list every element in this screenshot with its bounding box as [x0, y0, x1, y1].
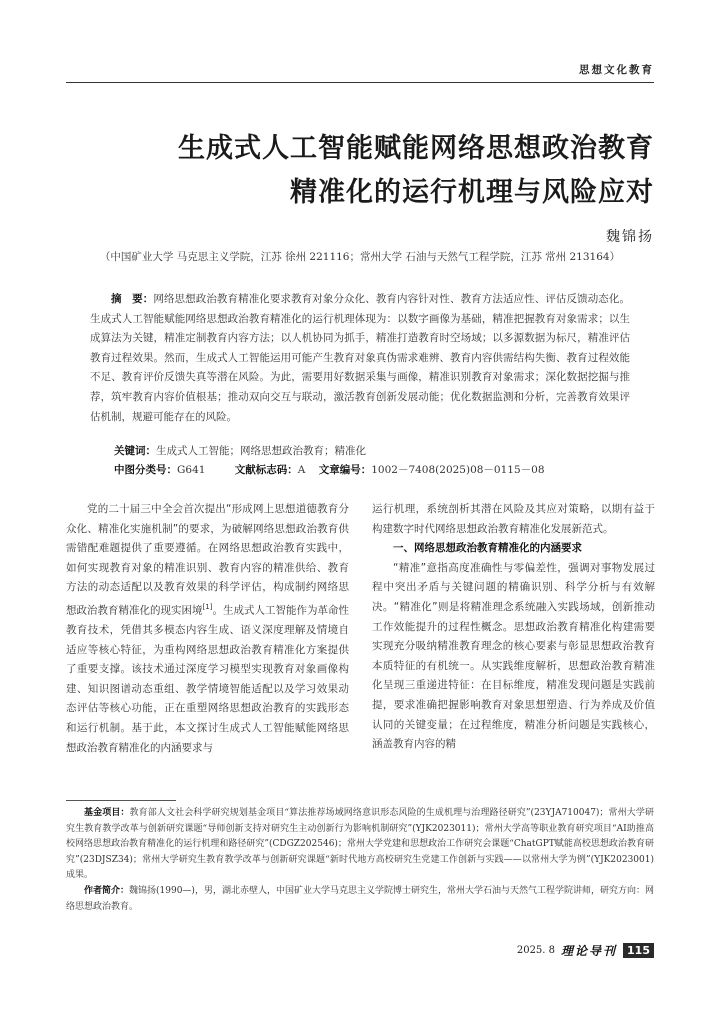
abstract-label: 摘 要： [111, 293, 154, 305]
clc-label: 中图分类号： [114, 464, 177, 476]
issue-date: 2025. 8 [516, 944, 556, 956]
article-no-label: 文章编号： [318, 464, 372, 476]
doc-code-value: A [297, 464, 306, 476]
citation-ref[interactable]: [1] [202, 602, 213, 611]
doc-code-label: 文献标志码： [234, 464, 298, 476]
article-no-value: 1002－7408(2025)08－0115－08 [371, 464, 545, 476]
abstract-text: 网络思想政治教育精准化要求教育对象分众化、教育内容针对性、教育方法适应性、评估反馈动态化。生成式人工智能赋能网络思想政治教育精准化的运行机理体现为：以数字画像为基础，精准把握教育对象需求；以生成算法为关键，精准定制教育内容方法；以人机协同为抓手，精准打造教育时空场域；以多源数据为标尺，精准评估教育过程效果。然而，生成式人工智能运用可能产生教育对象真伪需求难辨、教育内容供需结构失衡、教育过程效能不足、教育评价反馈失真等潜在风险。为此，需要用好数据采集与画像，精准识别教育对象需求；深化数据挖掘与推荐，筑牢教育内容价值根基；推动双向交互与联动，激活教育创新发展动能；优化数据监测和分析，完善教育效果评估机制，规避可能存在的风险。 [90, 293, 630, 423]
clc-value: G641 [177, 464, 206, 476]
classification-line [114, 462, 630, 477]
footnote-rule [66, 800, 176, 801]
abstract [90, 290, 630, 427]
author-bio-note: 作者简介：魏锦扬(1990—)，男，湖北赤壁人，中国矿业大学马克思主义学院博士研究生，常州大学石油与天然气工程学院讲师，研究方向：网络思想政治教育。 [66, 885, 654, 912]
author-name: 魏锦扬 [606, 229, 654, 245]
body-paragraph: “精准”意指高度准确性与零偏差性，强调对事物发展过程中突出矛盾与关键问题的精确识别、科学分析与有效解决。“精准化”则是将精准理念系统融入实践场域，创新推动工作效能提升的过程性概念。思想政治教育精准化构建需要实现充分吸纳精准教育理念的核心要素与彰显思想政治教育本质特征的有机统一。从实践维度解析，思想政治教育精准化呈现三重递进特征：在目标维度，精准发现问题是实践前提，要求准确把握影响教育对象思想塑造、行为养成及价值认同的关键变量；在过程维度，精准分析问题是实践核心，涵盖教育内容的精 [372, 561, 655, 751]
body-column-left [66, 500, 349, 758]
header-rule [66, 82, 654, 83]
page-footer [517, 942, 654, 958]
fund-note: 基金项目：教育部人文社会科学研究规划基金项目“算法推荐场域网络意识形态风险的生成机理与治理路径研究”(23YJA710047)；常州大学研究生教育教学改革与创新研究课题“导师创新支持对研究生主动创新行为影响机制研究”(YJK2023011)；常州大学高等职业教育研究项目“AI助推高校网络思想政治教育精准化的运行机理和路径研究”(CDGZ202546)；常州大学党建和思想政治工作研究会课题“ChatGPT赋能高校思想政治教育研究”(23DJSZ34)；常州大学研究生教育教学改革与创新研究课题“新时代地方高校研究生党建工作创新与实践——以常州大学为例”(YJK2023001)成果。 [66, 808, 654, 881]
author-affiliation: （中国矿业大学 马克思主义学院，江苏 徐州 221116；常州大学 石油与天然气工程学院，江苏 常州 213164） [99, 251, 621, 263]
keywords-label: 关键词： [114, 445, 156, 457]
article-title-line1: 生成式人工智能赋能网络思想政治教育 [178, 133, 654, 164]
journal-name: 理论导刊 [561, 943, 618, 958]
footnotes [66, 806, 654, 915]
body-column-right [372, 500, 655, 755]
section-tag: 思想文化教育 [579, 64, 654, 76]
section-heading: 一、网络思想政治教育精准化的内涵要求 [393, 542, 582, 555]
keywords-text: 生成式人工智能；网络思想政治教育；精准化 [156, 445, 366, 457]
body-paragraph: 运行机理，系统剖析其潜在风险及其应对策略，以期有益于构建数字时代网络思想政治教育精准化发展新范式。 [372, 503, 655, 535]
page-number: 115 [623, 943, 654, 958]
keywords [114, 443, 630, 458]
body-paragraph: 党的二十届三中全会首次提出“形成网上思想道德教育分众化、精准化实施机制”的要求，为破解网络思想政治教育供需错配难题提供了重要遵循。在网络思想政治教育实践中，如何实现教育对象的精准识别、教育内容的精准供给、教育方法的动态适配以及教育效果的科学评估，构成制约网络思想政治教育精准化的现实困境[1]。生成式人工智能作为革命性教育技术，凭借其多模态内容生成、语义深度理解及情境自适应等核心特征，为重构网络思想政治教育精准化方案提供了重要支撑。该技术通过深度学习模型实现教育对象画像构建、知识图谱动态重组、教学情境智能适配以及学习效果动态评估等核心功能，正在重塑网络思想政治教育的实践形态和运行机制。基于此，本文探讨生成式人工智能赋能网络思想政治教育精准化的内涵要求与 [66, 503, 350, 754]
article-title-line2: 精准化的运行机理与风险应对 [290, 177, 654, 208]
